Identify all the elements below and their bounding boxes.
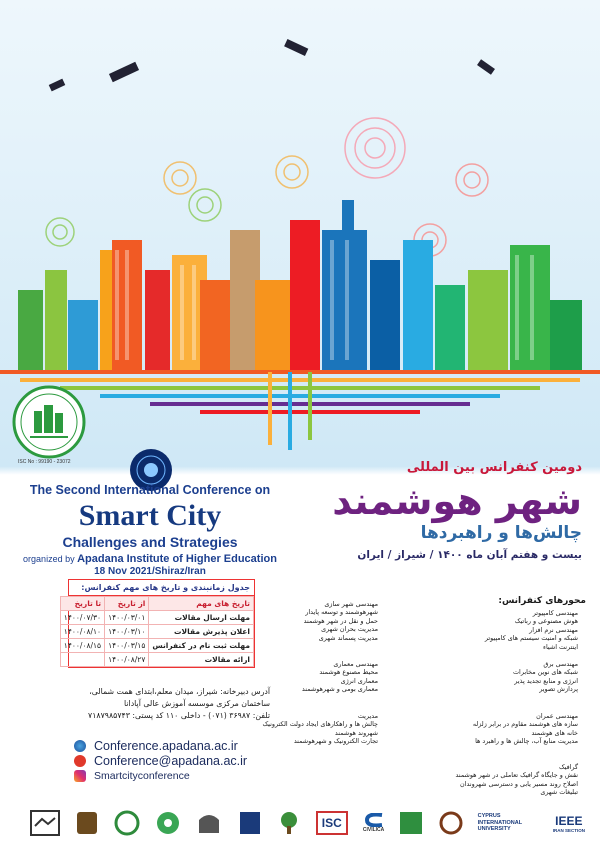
topic-item: شبکه و امنیت سیستم های کامپیوتر — [484, 634, 578, 643]
topic-item: مدیریت پسماند شهری — [318, 633, 378, 642]
english-title-block — [4, 483, 296, 577]
table-cell — [60, 653, 104, 667]
topic-item: هوش مصنوعی و رباتیک — [514, 617, 578, 626]
instagram-link[interactable]: Smartcityconference — [94, 769, 190, 782]
website-link[interactable]: Conference.apadana.ac.ir — [94, 738, 238, 753]
table-cell: ۱۴۰۰/۰۷/۳۰ — [60, 611, 104, 625]
sponsor-logos — [30, 805, 585, 841]
flower-logo-icon — [155, 808, 181, 838]
persian-title-block — [282, 460, 582, 561]
civilica-logo-text: CIVILICA — [362, 827, 385, 833]
ieee-section-text: IRAN SECTION — [552, 827, 585, 833]
website-row[interactable] — [74, 738, 294, 753]
globe-icon — [74, 740, 86, 752]
contact-block — [74, 738, 294, 783]
topic-item: شهرهوشمند و توسعه پایدار — [305, 608, 378, 617]
topic-group — [473, 712, 578, 746]
topic-group — [304, 600, 378, 642]
ieee-logo — [553, 808, 585, 838]
topics-title: محورهای کنفرانس: — [498, 596, 586, 606]
ieee-logo-text: IEEE — [555, 813, 583, 828]
deadlines-title: جدول زمانبندی و تاریخ های مهم کنفرانس: — [69, 580, 254, 596]
table-row — [60, 653, 253, 667]
organizer — [4, 553, 296, 565]
green-ring-logo-icon — [114, 808, 140, 838]
civilica-logo — [363, 808, 384, 838]
seal-logo-icon — [439, 808, 463, 838]
topic-item: خانه های هوشمند — [531, 728, 578, 737]
table-cell: ۱۴۰۰/۰۸/۲۷ — [105, 653, 149, 667]
emblem-logo-icon — [75, 808, 99, 838]
topic-item: نقش و جایگاه گرافیک تعاملی در شهر هوشمند — [455, 771, 578, 780]
conference-emblem-logo — [12, 385, 86, 459]
email-link[interactable]: Conference@apadana.ac.ir — [94, 753, 248, 768]
topic-heading: مهندسی شهر سازی — [324, 600, 378, 608]
persian-subtitle: دومین کنفرانس بین المللی — [406, 460, 582, 475]
topic-group — [485, 609, 578, 651]
topic-item: محیط مصنوع هوشمند — [319, 668, 378, 677]
topic-item: اصلاح روند مسیر یابی و دسترسی شهروندان — [460, 779, 578, 788]
topic-item: مدیریت منابع آب، چالش ها و راهبرد ها — [475, 737, 578, 746]
topic-group — [262, 712, 378, 746]
issn-number: ISC No : 99190 - 23072 — [18, 459, 71, 465]
topic-item: اینترنت اشیاء — [542, 642, 578, 651]
topic-heading: مدیریت — [357, 712, 378, 720]
organizer-prefix: organized by — [23, 554, 75, 564]
topic-item: معماری انرژی — [340, 676, 378, 685]
topic-item: تجارت الکترونیک و شهرهوشمند — [293, 737, 378, 746]
table-header-row — [60, 597, 253, 611]
table-cell: مهلت ارسال مقالات — [149, 611, 254, 625]
topic-item: شهروند هوشمند — [334, 728, 378, 737]
address-line: ساختمان مرکزی موسسه آموزش عالی آپادانا — [123, 699, 270, 708]
arch-logo-icon — [196, 808, 222, 838]
persian-date: بیست و هفتم آبان ماه ۱۴۰۰ / شیراز / ایران — [357, 549, 582, 561]
english-title: Smart City — [78, 499, 222, 532]
topic-item: مدیریت بحران شهری — [321, 625, 378, 634]
table-cell: اعلان پذیرش مقالات — [149, 625, 254, 639]
instagram-icon — [74, 770, 86, 782]
topic-heading: مهندسی عمران — [536, 712, 578, 720]
email-row[interactable] — [74, 753, 294, 768]
header-cell: از تاریخ — [105, 597, 149, 611]
topic-heading: مهندسی کامپیوتر — [532, 609, 578, 617]
address-line: آدرس دبیرخانه: شیراز، میدان معلم،ابتدای همت شمالی، — [89, 687, 270, 696]
table-cell: ۱۴۰۰/۰۳/۱۵ — [105, 639, 149, 653]
isc-logo-text: ISC — [321, 816, 342, 830]
deadlines-table — [63, 579, 255, 668]
cyprus-university-text: CYPRUS INTERNATIONAL UNIVERSITY — [477, 813, 523, 833]
persian-title: شهر هوشمند — [332, 479, 582, 523]
header-cell: تا تاریخ — [60, 597, 104, 611]
topic-heading: مهندسی برق — [543, 660, 578, 668]
topic-item: شبکه های نوین مخابرات — [513, 668, 578, 677]
english-date: 18 Nov 2021/Shiraz/Iran — [94, 566, 206, 577]
table-cell: ۱۴۰۰/۰۳/۱۰ — [105, 625, 149, 639]
topic-heading: گرافیک — [558, 763, 578, 771]
topic-group — [302, 660, 378, 694]
table-cell: ۱۴۰۰/۰۳/۰۱ — [105, 611, 149, 625]
table-cell: ۱۴۰۰/۰۸/۱۵ — [60, 639, 104, 653]
english-subtitle: The Second International Conference on — [29, 483, 271, 497]
organizer-name: Apadana Institute of Higher Education — [77, 553, 277, 565]
isc-logo — [316, 811, 348, 835]
green-badge-logo-icon — [399, 808, 423, 838]
table-cell: ارائه مقالات — [149, 653, 254, 667]
persian-tagline: چالش‌ها و راهبردها — [420, 523, 582, 543]
table-cell: مهلت ثبت نام در کنفرانس — [149, 639, 254, 653]
handshake-logo-icon — [30, 808, 60, 838]
topic-item: معماری بومی و شهرهوشمند — [301, 685, 378, 694]
table-row — [60, 639, 253, 653]
tree-logo-icon — [277, 808, 301, 838]
university-logo-icon — [238, 808, 262, 838]
table-cell: ۱۴۰۰/۰۸/۱۰ — [60, 625, 104, 639]
table-row — [60, 611, 253, 625]
phone-line: تلفن: ۳۶۹۸۷ (۰۷۱) - داخلی ۱۱۰ کد پستی: ۷۱۸۷۹۸۵۷۴۳ — [88, 711, 270, 720]
table-row — [60, 625, 253, 639]
topic-heading: مهندسی معماری — [333, 660, 378, 668]
secretariat-address — [60, 686, 270, 722]
topic-item: پردازش تصویر — [539, 685, 578, 694]
english-tagline: Challenges and Strategies — [62, 534, 238, 550]
cyprus-university-logo — [478, 808, 538, 838]
topic-item: سازه های هوشمند مقاوم در برابر زلزله — [472, 720, 578, 729]
topic-group — [513, 660, 578, 694]
topic-item: تبلیغات شهری — [540, 788, 578, 797]
header-cell: تاریخ های مهم — [149, 597, 254, 611]
topic-item: مهندسی نرم افزار — [529, 625, 578, 634]
topic-group — [456, 763, 578, 797]
instagram-row[interactable] — [74, 768, 294, 783]
satellite-icon — [49, 40, 494, 91]
email-icon — [74, 755, 86, 767]
topic-item: حمل و نقل در شهر هوشمند — [303, 616, 378, 625]
topic-item: چالش ها و راهکارهای ایجاد دولت الکترونیک — [262, 720, 378, 729]
topic-item: انرژی و منابع تجدید پذیر — [514, 676, 578, 685]
